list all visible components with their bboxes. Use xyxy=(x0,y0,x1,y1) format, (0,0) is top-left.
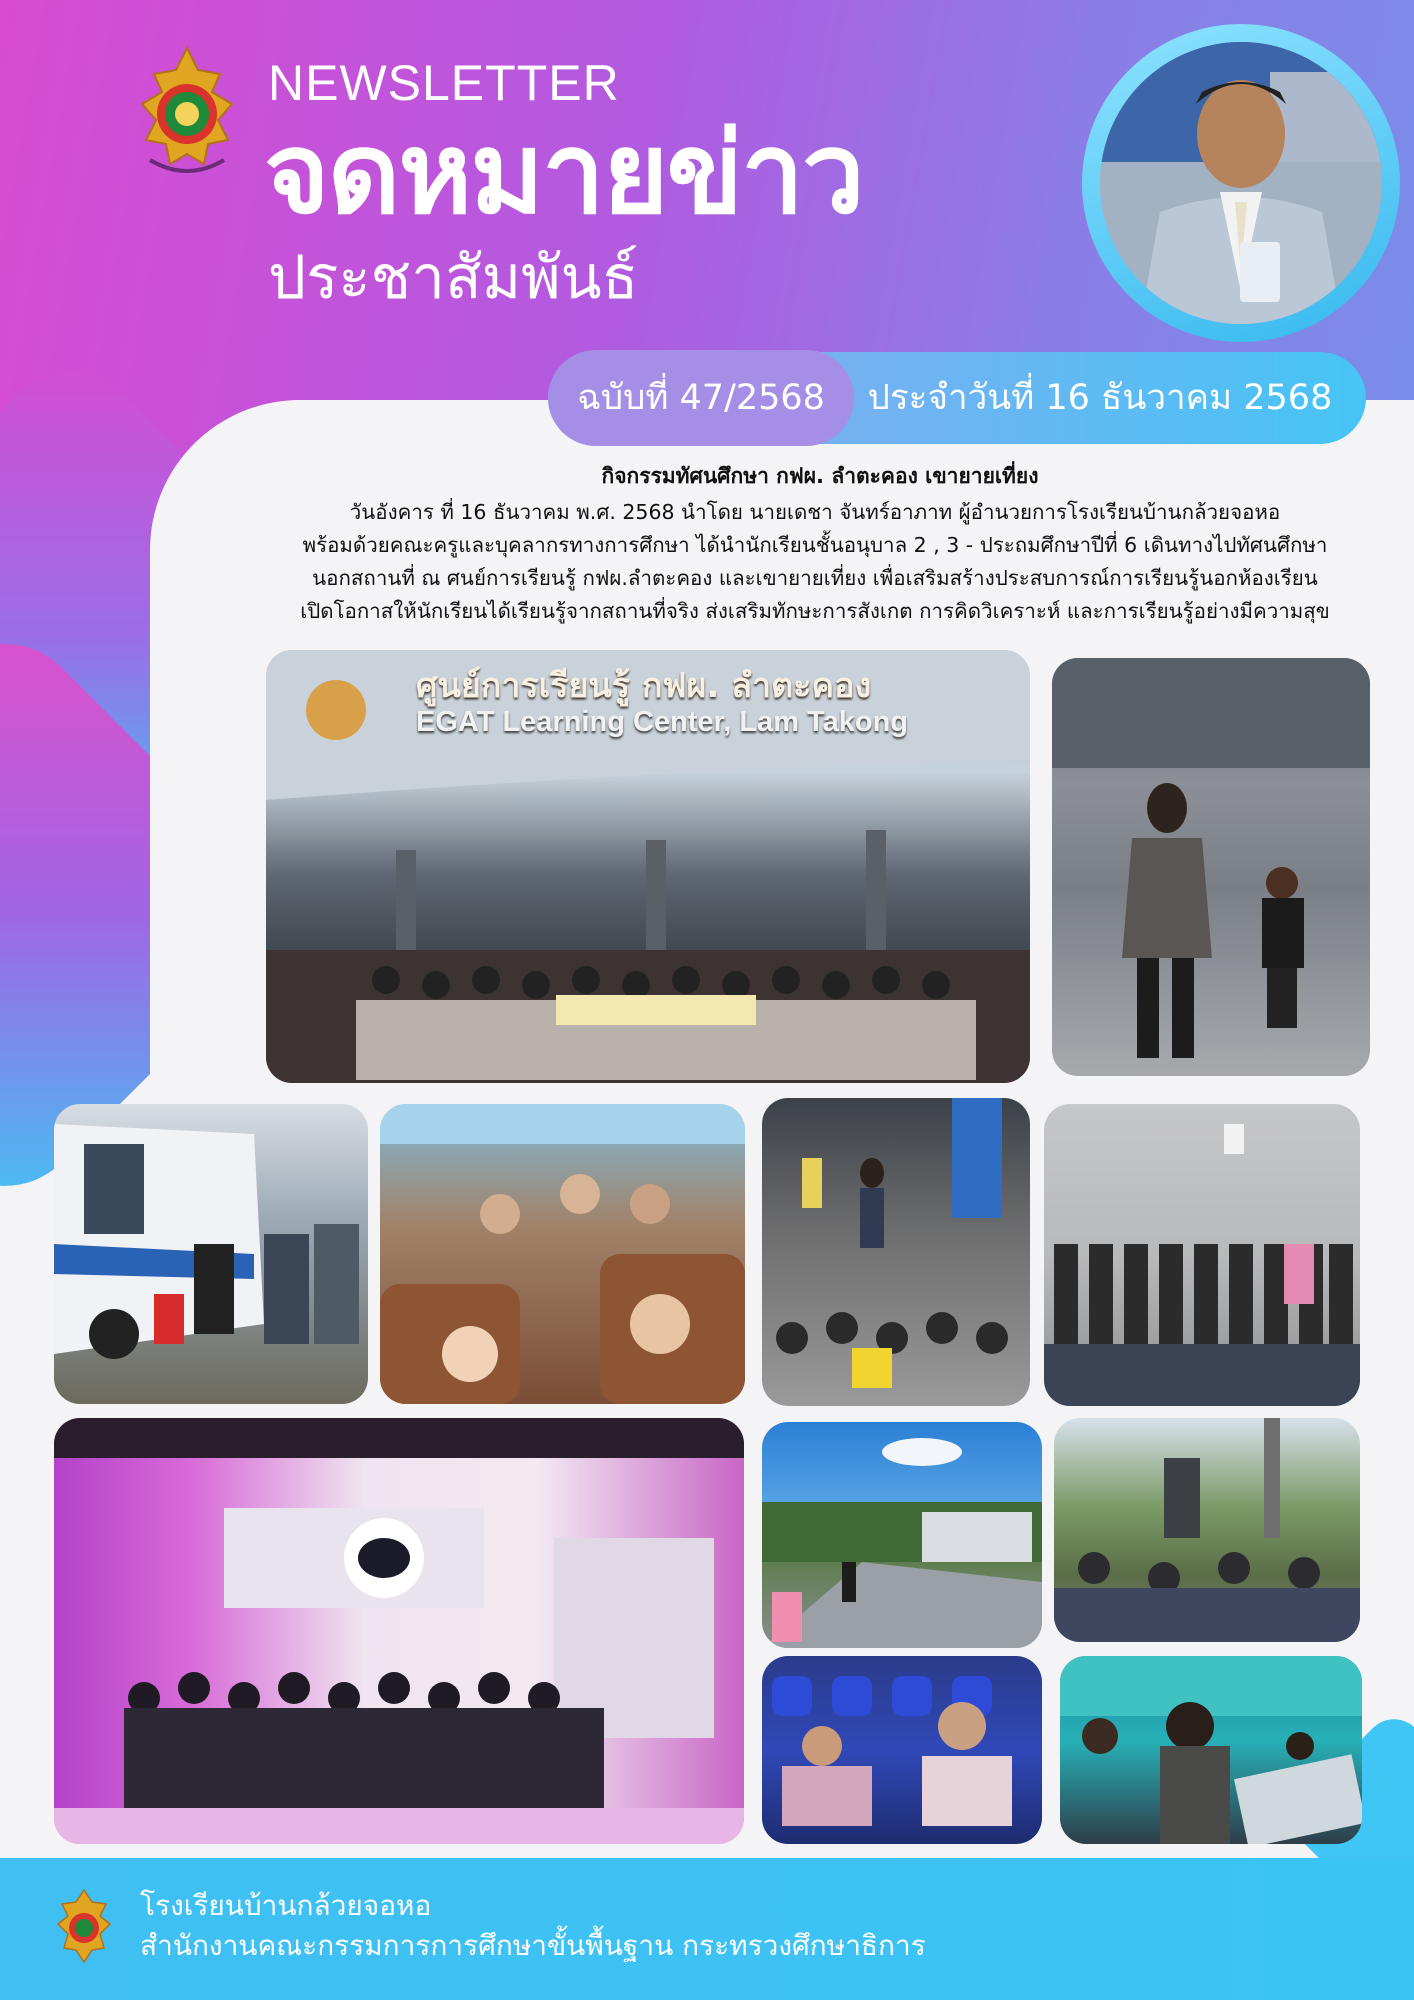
photo-learning-center-group xyxy=(266,650,1030,1083)
director-portrait xyxy=(1100,42,1382,324)
issue-number: ฉบับที่ 47/2568 xyxy=(577,378,825,418)
footer-school-logo xyxy=(54,1888,114,1968)
article-line: นอกสถานที่ ณ ศนย์การเรียนรู้ กฟผ.ลำตะคอง และเขายายเที่ยง เพื่อเสริมสร้างประสบการณ์การเรียนรู้นอกห้องเรียน xyxy=(312,566,1318,590)
article-body xyxy=(270,496,1360,628)
sign-english-text: EGAT Learning Center, Lam Takong xyxy=(416,706,908,738)
photo-teachers-group xyxy=(1044,1104,1360,1406)
photo-boarding-bus xyxy=(54,1104,368,1404)
sign-thai-text: ศูนย์การเรียนรู้ กฟผ. ลำตะคอง xyxy=(416,666,872,706)
article-line: เปิดโอกาสให้นักเรียนได้เรียนรู้จากสถานที่จริง ส่งเสริมทักษะการสังเกต การคิดวิเคราะห์ และการเรียนรู้อย่างมีความสุข xyxy=(300,599,1330,623)
newsletter-label: NEWSLETTER xyxy=(268,55,620,111)
page-title: จดหมายข่าว xyxy=(264,109,863,239)
photo-inside-bus xyxy=(380,1104,745,1404)
footer-office-name: สำนักงานคณะกรรมการการศึกษาขั้นพื้นฐาน กระทรวงศึกษาธิการ xyxy=(140,1929,926,1962)
article-line: พร้อมด้วยคณะครูและบุคลากรทางการศึกษา ได้นำนักเรียนชั้นอนุบาล 2 , 3 - ประถมศึกษาปีที่ 6 เดินทางไปทัศนศึกษา xyxy=(302,533,1328,557)
photo-robot-hall-group xyxy=(54,1418,744,1844)
school-logo xyxy=(128,44,246,184)
photo-teacher-walking xyxy=(1052,658,1370,1076)
photo-interactive-screen xyxy=(1060,1656,1362,1844)
page-subtitle: ประชาสัมพันธ์ xyxy=(268,243,639,313)
photo-simulator-seats xyxy=(762,1656,1042,1844)
article-line: วันอังคาร ที่ 16 ธันวาคม พ.ศ. 2568 นำโดย นายเดชา จันทร์อาภาท ผู้อำนวยการโรงเรียนบ้านกล้วยจอหอ xyxy=(349,500,1281,524)
footer-school-name: โรงเรียนบ้านกล้วยจอหอ xyxy=(140,1889,432,1922)
issue-date: ประจำวันที่ 16 ธันวาคม 2568 xyxy=(867,378,1333,418)
photo-walkway-outdoor xyxy=(762,1422,1042,1648)
photo-students-seated xyxy=(762,1098,1030,1406)
photo-students-outdoor-seating xyxy=(1054,1418,1360,1642)
article-title: กิจกรรมทัศนศึกษา กฟผ. ลำตะคอง เขายายเที่ยง xyxy=(601,464,1039,488)
